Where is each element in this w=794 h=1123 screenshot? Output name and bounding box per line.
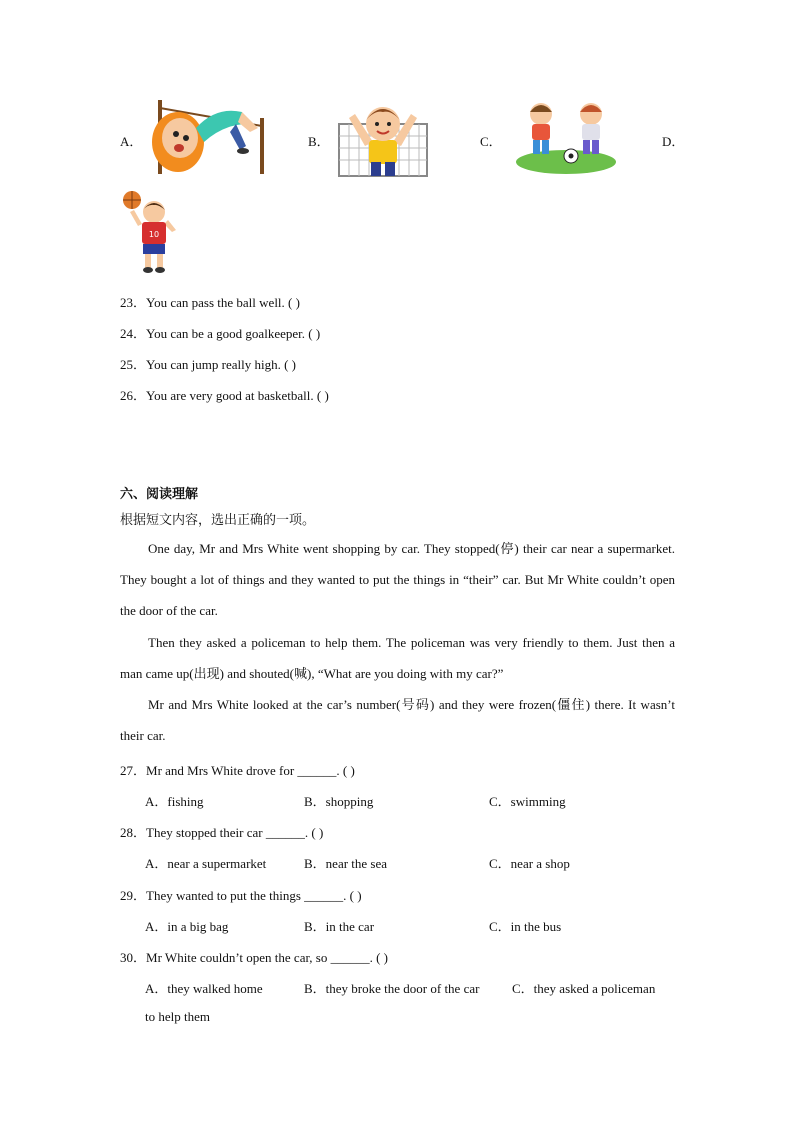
question-stem: 27．Mr and Mrs White drove for ______. ( ) [120,763,355,778]
section-instruction: 根据短文内容，选出正确的一项。 [120,513,316,528]
choice-option[interactable]: A．fishing [145,794,204,809]
option-d-label: D． [662,134,685,149]
choice-option[interactable]: A．near a supermarket [145,856,267,871]
question-stem: 29．They wanted to put the things ______. ( ) [120,888,362,903]
matching-item: 23．You can pass the ball well. ( ) [120,295,300,310]
question-stem: 28．They stopped their car ______. ( ) [120,825,324,840]
choice-option[interactable]: C．they asked a policeman [512,981,656,996]
choice-option[interactable]: B．they broke the door of the car [304,981,480,996]
choice-option[interactable]: C．swimming [489,794,566,809]
option-c-label: C． [480,134,502,149]
matching-item: 26．You are very good at basketball. ( ) [120,388,329,403]
passage-paragraph: Mr and Mrs White looked at the car’s number(号码) and they were frozen(僵住) there. It wasn’t their car. [120,697,675,744]
passage-paragraph: Then they asked a policeman to help them. The policeman was very friendly to them. Just then a man came up(出现) and shouted(喊), “What are you doing with my car?” [120,634,675,681]
option-b-label: B． [308,134,330,149]
matching-item: 25．You can jump really high. ( ) [120,357,296,372]
basketball-picture [120,190,180,276]
choice-option[interactable]: A．they walked home [145,981,263,996]
option-a-label: A． [120,134,143,149]
high-jump-picture [146,98,270,176]
passage-paragraph: One day, Mr and Mrs White went shopping by car. They stopped(停) their car near a supermarket. They bought a lot of things and they wanted to put the things in “their” car. But Mr White couldn’t open the door of the car. [120,541,675,619]
passing-ball-picture [515,100,617,174]
choice-option[interactable]: A．in a big bag [145,919,229,934]
reading-passage [120,533,675,751]
choice-option[interactable]: C．near a shop [489,856,570,871]
choice-continuation: to help them [145,1009,210,1024]
choice-option[interactable]: B．near the sea [304,856,388,871]
goalkeeper-picture [335,96,431,180]
jersey-number: 10 [148,230,160,239]
section-heading: 六、阅读理解 [120,487,199,502]
matching-item: 24．You can be a good goalkeeper. ( ) [120,326,321,341]
choice-option[interactable]: C．in the bus [489,919,562,934]
choice-option[interactable]: B．in the car [304,919,375,934]
choice-option[interactable]: B．shopping [304,794,374,809]
question-stem: 30．Mr White couldn’t open the car, so ______. ( ) [120,950,388,965]
